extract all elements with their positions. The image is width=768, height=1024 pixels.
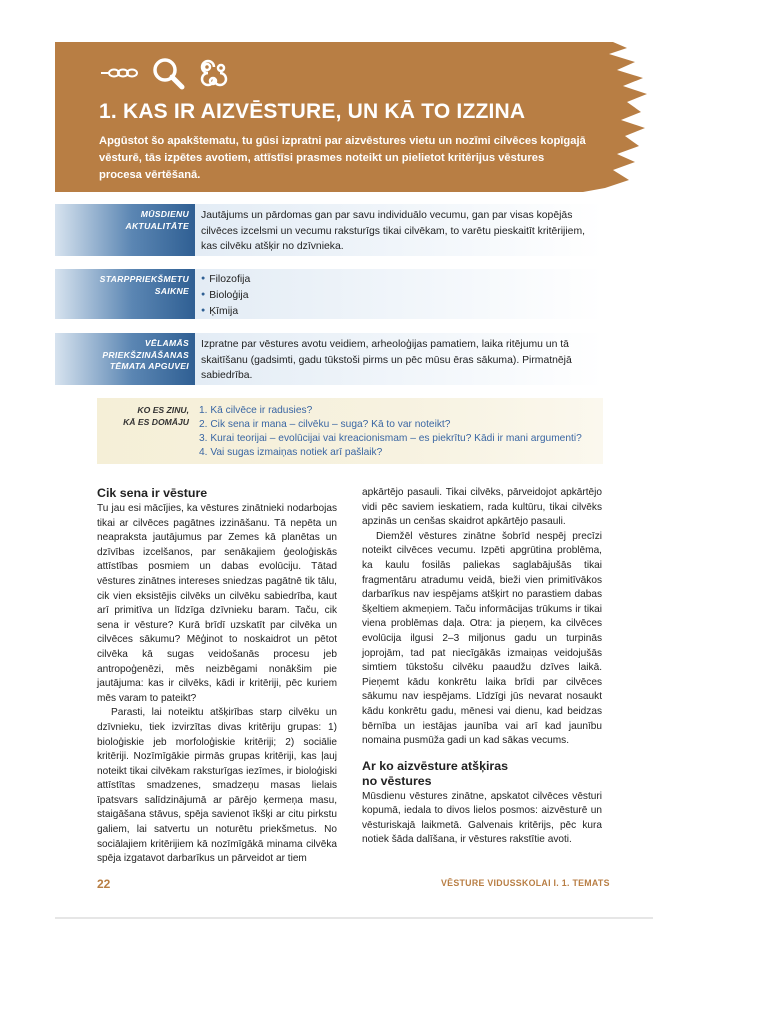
- text-column-right: [362, 486, 602, 848]
- paragraph: Mūsdienu vēstures zinātne, apskatot cilvēces vēsturi kopumā, iedala to divos lielos posmos: aizvēsturē un vēsturiskajā laikmetā. Galvenais kritērijs, pēc kura notiek šāda dalīšana, ir vēstures rakstītie avoti.: [362, 790, 602, 846]
- header-banner: [55, 42, 653, 192]
- running-title: VĒSTURE VIDUSSKOLAI I. 1. TEMATS: [441, 878, 610, 888]
- paragraph: apkārtējo pasauli. Tikai cilvēks, pārveidojot apkārtējo vidi pēc saviem ieskatiem, rada kultūru, tikai cilvēks apzinās un cenšas skaidrot apkārtējo pasauli.: [362, 487, 602, 528]
- brush-edge-decoration: [583, 42, 653, 192]
- info-text-aktualitate: Jautājums un pārdomas gan par savu individuālo vecumu, gan par visas kopējās cilvēces izcelsmi un vecumu raksturīgs tikai cilvēkam, to varētu pieskaitīt kritērijiem, kas cilvēku atšķir no dzīvnieka.: [195, 204, 603, 256]
- triskelion-icon: [197, 56, 231, 90]
- questions-box: [97, 398, 603, 464]
- text-column-left: [97, 486, 337, 867]
- banner-icons: [99, 56, 231, 90]
- question-list: [195, 398, 586, 464]
- info-row-aktualitate: [55, 204, 603, 256]
- list-item: 2. Cik sena ir mana – cilvēku – suga? Kā to var noteikt?: [199, 419, 451, 430]
- list-item: 1. Kā cilvēce ir radusies?: [199, 405, 313, 416]
- list-item: 4. Vai sugas izmaiņas notiek arī pašlaik?: [199, 447, 383, 458]
- paragraph: Tu jau esi mācījies, ka vēstures zinātnieki nodarbojas tikai ar cilvēces pagātnes izzināšanu. Tā nepēta un neapraksta jautājumus par Zemes kā planētas un dzīvības izcelšanos, par senākajiem ģeoloģiskās attīstības posmiem un dabas evolūciju. Tātad vēstures zinātnes intereses sniedzas pagātnē tik tālu, cik vien eksistējis cilvēks un cilvēku sabiedrība, kaut arī primitīva un līdzīga dzīvnieku baram. Taču, cik sena ir vēsture? Kurā brīdī uzskatīt par cilvēka un cilvēces sākumu? Mēģinot to noskaidrot un pētot cilvēka kā sugas veidošanās procesu jeb antropoģenēzi, mēs neizbēgami nonākšim pie jautājuma: kas ir cilvēks, kādi ir kritēriji, pēc kuriem mēs varam to pateikt?: [97, 503, 337, 704]
- paragraph: Diemžēl vēstures zinātne šobrīd nespēj precīzi noteikt cilvēces vecumu. Izpēti apgrūtina problēma, ka kaulu fosilās paliekas saglabājušās tikai fragmentāru atradumu veidā, bieži vien primitīvākos darbarīkus nav iespējams atšķirt no parastiem dabas šķeltiem akmeņiem. Taču informācijas trūkums ir tikai viena problēmas daļa. Otra: ja pieņem, ka cilvēces evolūcija ilgusi 2–3 miljonus gadu un turpinās joprojām, tad pat niecīgākās izmaiņas veidojušās simtiem tūkstošu cilvēku paaudžu dzīves laikā. Pieņemt kādu konkrētu laika brīdi par cilvēces sākumu nav iespējams. Līdzīgi jūs nevarat nosaukt kādu konkrētu gadu, mēnesi vai dienu, kad beidzas bērnība un iestājas jaunība vai arī kad jaunību nomaina pusmūža gadi un kad sākas vecums.: [362, 530, 602, 747]
- chain-icon: [99, 64, 139, 82]
- list-item: ● Bioloģija: [201, 287, 597, 303]
- info-row-zinasanas: [55, 333, 603, 385]
- magnifier-icon: [151, 56, 185, 90]
- info-label-zinasanas: VĒLAMĀS PRIEKŠZINĀŠANAS TĒMATA APGUVEI: [55, 333, 195, 385]
- subject-list: [195, 269, 603, 319]
- info-row-saikne: [55, 269, 603, 319]
- list-item: ● Filozofija: [201, 271, 597, 287]
- info-text-zinasanas: Izpratne par vēstures avotu veidiem, arheoloģijas pamatiem, laika ritējumu un tā skaitīšanu (gadsimti, gadu tūkstoši pirms un pēc mūsu ēras sākuma). Pirmatnējā sabiedrība.: [195, 333, 603, 385]
- list-item: ● Ķīmija: [201, 303, 597, 319]
- intro-text: Apgūstot šo apakštematu, tu gūsi izpratni par aizvēstures vietu un nozīmi cilvēces kopīgajā vēsturē, tās izpētes avotiem, attīstīsi prasmes noteikt un pielietot kritērijus vēstures procesa vērtēšanā.: [99, 135, 586, 181]
- page-divider: [55, 917, 653, 919]
- paragraph: Parasti, lai noteiktu atšķirības starp cilvēku un dzīvnieku, tiek izvirzītas divas kritēriju grupas: 1) bioloģiskie jeb morfoloģiskie kritēriji; 2) sociālie kritēriji. Nozīmīgākie pirmās grupas kritēriji, kas ļauj noteikt tikai cilvēkam raksturīgas iezīmes, ir bioloģiski attīstītas smadzenes, smadzeņu masas lielais īpatsvars salīdzinājumā ar pārējo ķermeņa masu, staigāšana stāvus, spēja savienot īkšķi ar citu pirkstu galiem, lai satvertu un noturētu priekšmetus. No sociālajiem kritērijiem kā nozīmīgākā minama cilvēka spēja izgatavot darbarīkus un pārveidot ar tiem: [97, 707, 337, 865]
- info-label-saikne: STARPPRIEKŠMETU SAIKNE: [55, 269, 195, 319]
- page-title: 1. KAS IR AIZVĒSTURE, UN KĀ TO IZZINA: [99, 100, 526, 123]
- page-number: 22: [97, 877, 111, 891]
- questions-label: KO ES ZINU, KĀ ES DOMĀJU: [123, 405, 189, 427]
- section-heading: Ar ko aizvēsture atšķiras no vēstures: [362, 758, 509, 788]
- section-heading: Cik sena ir vēsture: [97, 486, 208, 500]
- list-item: 3. Kurai teorijai – evolūcijai vai kreacionismam – es piekrītu? Kādi ir mani argumenti?: [199, 433, 582, 444]
- info-label-aktualitate: MŪSDIENU AKTUALITĀTE: [55, 204, 195, 256]
